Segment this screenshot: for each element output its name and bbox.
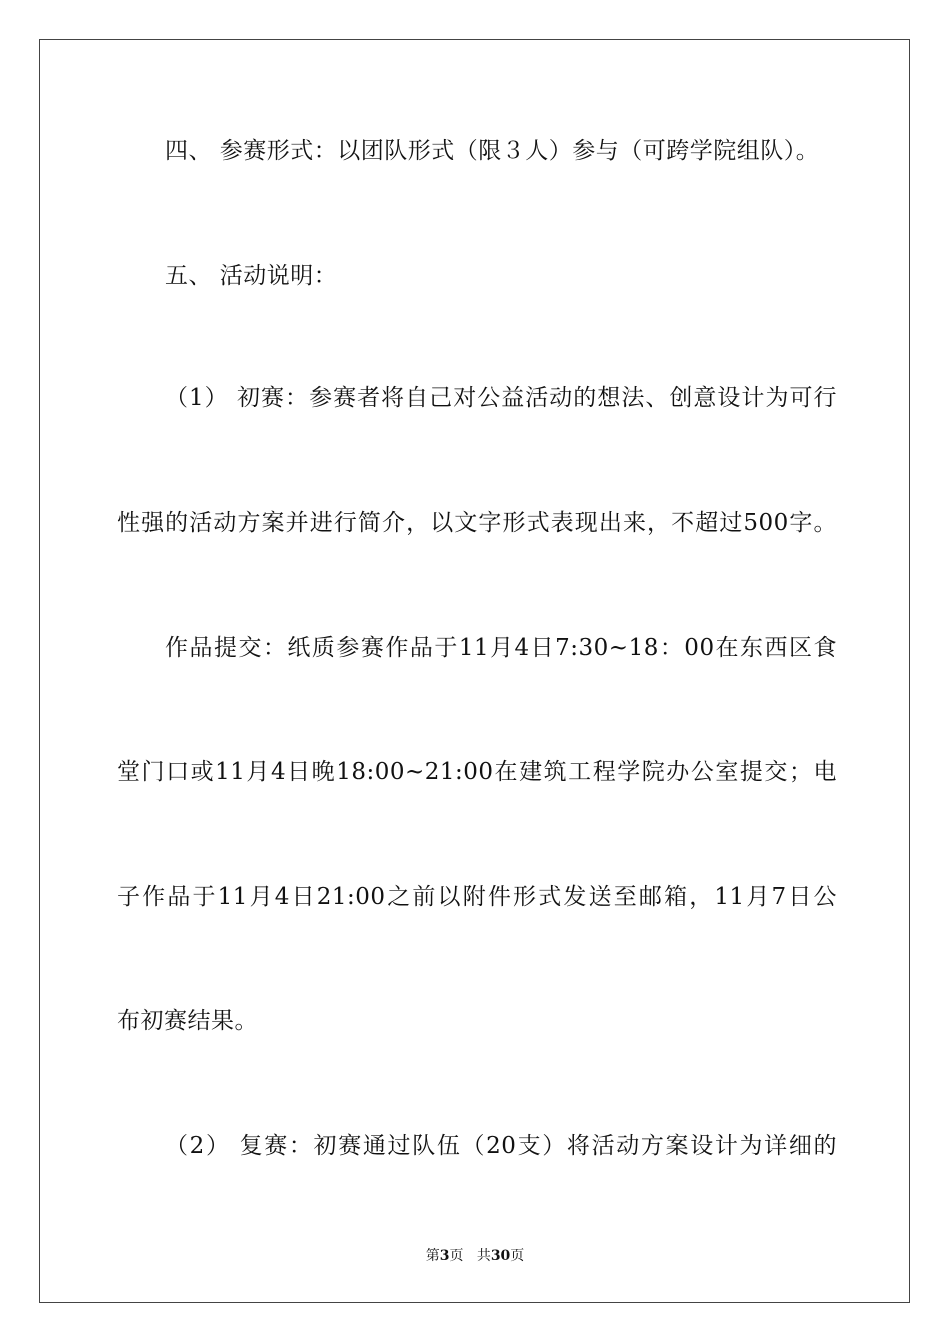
paragraph-line-submission-cont-3: 布初赛结果。 bbox=[117, 1008, 258, 1034]
paragraph-line-activity-description-heading: 五、 活动说明： bbox=[165, 263, 338, 289]
paragraph-line-participation-format: 四、 参赛形式：以团队形式（限３人）参与（可跨学院组队）。 bbox=[165, 138, 820, 164]
page-footer bbox=[0, 1247, 950, 1265]
paragraph-line-submission-cont-1: 堂门口或11月4日晚18:00~21:00在建筑工程学院办公室提交；电 bbox=[117, 759, 837, 785]
paragraph-line-preliminary-round-cont: 性强的活动方案并进行简介，以文字形式表现出来，不超过500字。 bbox=[117, 510, 837, 536]
page-border bbox=[39, 39, 910, 1303]
footer-total-suffix: 页 bbox=[510, 1248, 525, 1264]
footer-total-pages: 30 bbox=[490, 1248, 511, 1264]
footer-page-number: 3 bbox=[439, 1248, 450, 1264]
paragraph-line-submission: 作品提交：纸质参赛作品于11月4日7:30~18：00在东西区食 bbox=[165, 635, 837, 661]
paragraph-line-preliminary-round: （1） 初赛：参赛者将自己对公益活动的想法、创意设计为可行 bbox=[165, 385, 837, 411]
paragraph-line-semifinal-round: （2） 复赛：初赛通过队伍（20支）将活动方案设计为详细的 bbox=[165, 1133, 837, 1159]
footer-page-suffix: 页 bbox=[449, 1248, 464, 1264]
paragraph-line-submission-cont-2: 子作品于11月4日21:00之前以附件形式发送至邮箱，11月7日公 bbox=[117, 884, 837, 910]
footer-page-prefix: 第 bbox=[425, 1248, 440, 1264]
footer-total-prefix: 共 bbox=[476, 1248, 491, 1264]
